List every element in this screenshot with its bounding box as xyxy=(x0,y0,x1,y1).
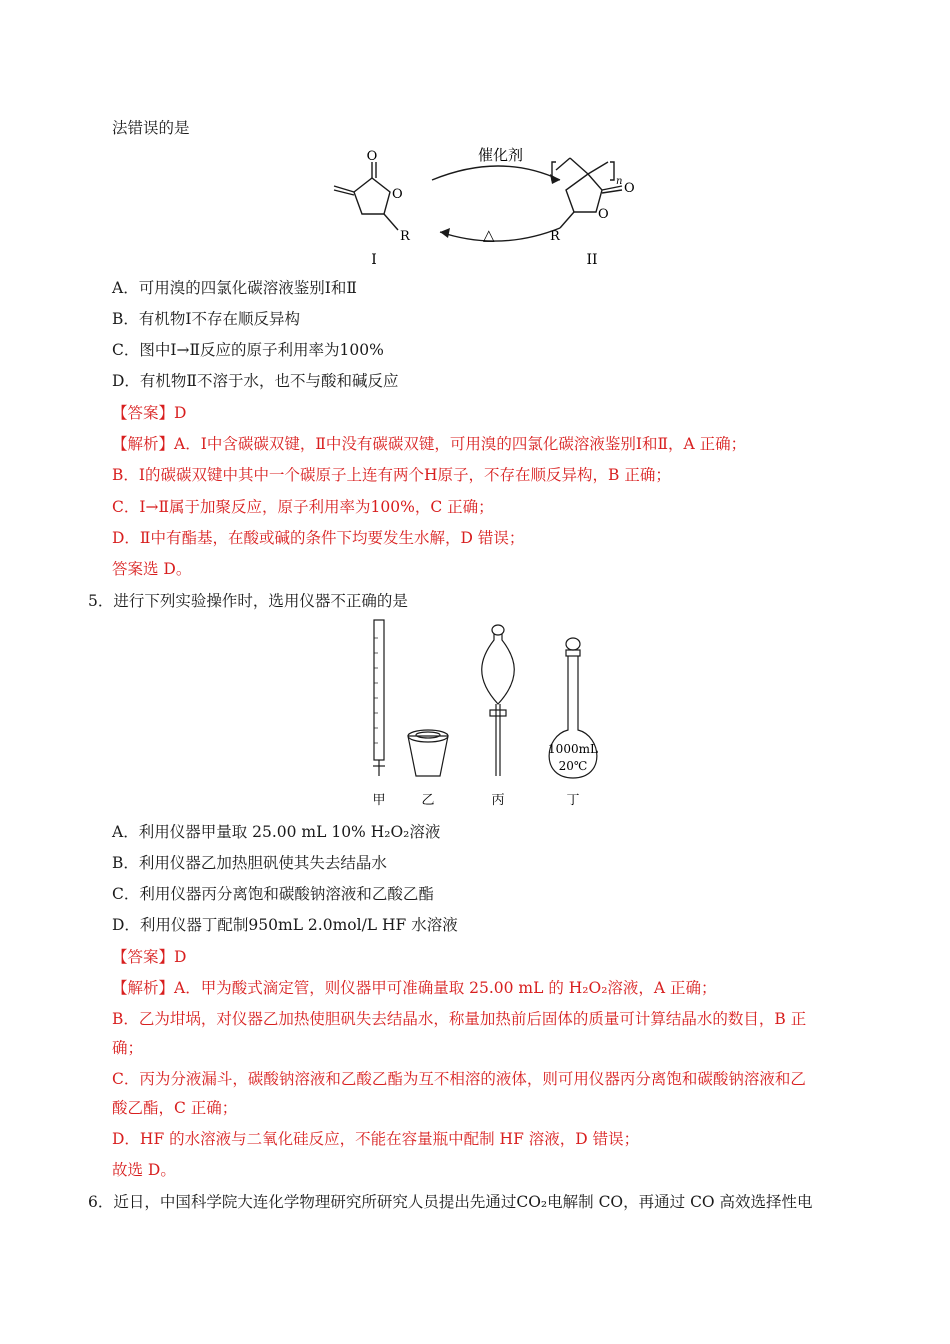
subscript-n: n xyxy=(616,176,623,187)
q5-analysis-b: B．乙为坩埚，对仪器乙加热使胆矾失去结晶水，称量加热前后固体的质量可计算结晶水的数目，B 正 xyxy=(112,1010,807,1028)
apparatus-figure xyxy=(360,618,620,808)
catalyst-label: 催化剂 xyxy=(478,146,524,164)
q5-analysis-a: 【解析】A．甲为酸式滴定管，则仪器甲可准确量取 25.00 mL 的 H₂O₂溶液，A 正确； xyxy=(112,979,717,997)
flask-volume-label: 1000mL xyxy=(548,742,598,756)
flask-temp-label: 20℃ xyxy=(558,759,588,773)
label-yi: 乙 xyxy=(421,793,435,808)
q4-analysis-conclusion: 答案选 D。 xyxy=(112,560,192,578)
label-bing: 丙 xyxy=(491,793,505,808)
q4-option-a: A．可用溴的四氯化碳溶液鉴别Ⅰ和Ⅱ xyxy=(112,279,357,297)
q6-stem: 6．近日，中国科学院大连化学物理研究所研究人员提出先通过CO₂电解制 CO，再通过 CO 高效选择性电 xyxy=(88,1193,813,1211)
q4-analysis-d: D．Ⅱ中有酯基，在酸或碱的条件下均要发生水解，D 错误； xyxy=(112,529,525,547)
atom-o-ring-i: O xyxy=(392,187,403,202)
atom-r-i: R xyxy=(400,229,410,244)
q5-analysis-conclusion: 故选 D。 xyxy=(112,1161,176,1179)
q4-analysis-a: 【解析】A．Ⅰ中含碳碳双键，Ⅱ中没有碳碳双键，可用溴的四氯化碳溶液鉴别Ⅰ和Ⅱ，A 正确； xyxy=(112,435,747,453)
q4-analysis-c: C．Ⅰ→Ⅱ属于加聚反应，原子利用率为100%，C 正确； xyxy=(112,498,494,516)
label-compound-i: I xyxy=(371,252,377,268)
q5-option-a: A．利用仪器甲量取 25.00 mL 10% H₂O₂溶液 xyxy=(112,823,441,841)
q5-stem: 5．进行下列实验操作时，选用仪器不正确的是 xyxy=(88,592,408,610)
q5-analysis-c-cont: 酸乙酯，C 正确； xyxy=(112,1099,238,1117)
q5-answer: 【答案】D xyxy=(112,948,187,966)
q4-analysis-b: B．Ⅰ的碳碳双键中其中一个碳原子上连有两个H原子，不存在顺反异构，B 正确； xyxy=(112,466,671,484)
q4-option-d: D．有机物Ⅱ不溶于水，也不与酸和碱反应 xyxy=(112,372,399,390)
atom-r-ii: R xyxy=(550,229,560,244)
label-ding: 丁 xyxy=(566,793,580,808)
q5-analysis-d: D．HF 的水溶液与二氧化硅反应，不能在容量瓶中配制 HF 溶液，D 错误； xyxy=(112,1130,640,1148)
q4-option-c: C．图中Ⅰ→Ⅱ反应的原子利用率为100% xyxy=(112,341,384,359)
atom-o-carbonyl-i: O xyxy=(366,149,378,164)
atom-o-carbonyl-ii: O xyxy=(624,181,635,196)
q5-option-b: B．利用仪器乙加热胆矾使其失去结晶水 xyxy=(112,854,387,872)
heat-label: △ xyxy=(483,226,495,244)
label-jia: 甲 xyxy=(372,793,386,808)
q4-stem-tail: 法错误的是 xyxy=(112,119,190,137)
q5-option-d: D．利用仪器丁配制950mL 2.0mol/L HF 水溶液 xyxy=(112,916,458,934)
q5-analysis-b-cont: 确； xyxy=(112,1039,144,1057)
reaction-figure xyxy=(320,140,650,270)
q5-option-c: C．利用仪器丙分离饱和碳酸钠溶液和乙酸乙酯 xyxy=(112,885,434,903)
q4-option-b: B．有机物Ⅰ不存在顺反异构 xyxy=(112,310,301,328)
q4-answer: 【答案】D xyxy=(112,404,187,422)
q5-analysis-c: C．丙为分液漏斗，碳酸钠溶液和乙酸乙酯为互不相溶的液体，则可用仪器丙分离饱和碳酸钠溶液和乙 xyxy=(112,1070,806,1088)
label-compound-ii: II xyxy=(586,252,598,268)
atom-o-ring-ii: O xyxy=(598,207,609,222)
